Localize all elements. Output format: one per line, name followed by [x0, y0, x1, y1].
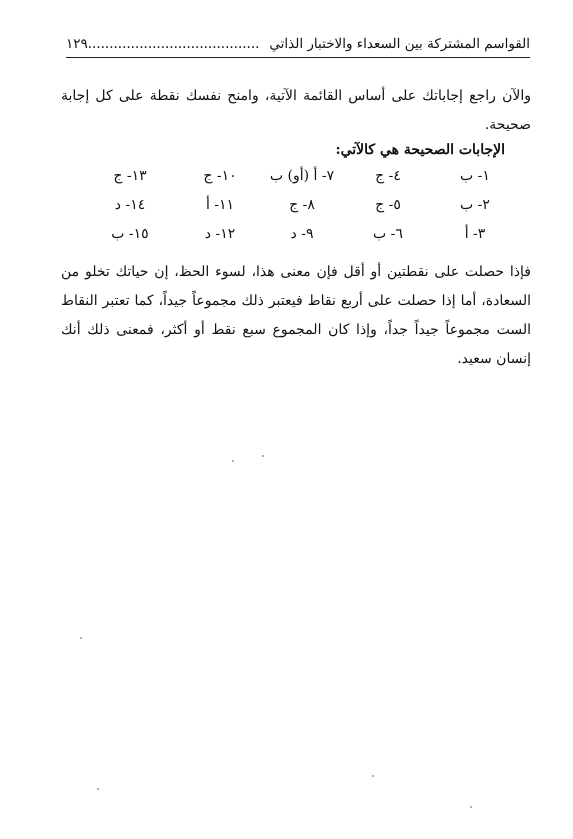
- answers-heading: الإجابات الصحيحة هي كالآتي:: [335, 142, 505, 158]
- header-dot-leader: ........................................: [87, 36, 260, 52]
- answer-item: ٧- أ (أو) ب: [269, 168, 335, 184]
- answer-item: ٩- د: [290, 226, 314, 242]
- scan-speck: [232, 460, 234, 462]
- answer-row: [100, 197, 520, 226]
- answer-item: ٢- ب: [460, 197, 490, 213]
- intro-paragraph: والآن راجع إجاباتك على أساس القائمة الآتية، وامنح نفسك نقطة على كل إجابة صحيحة.: [61, 88, 531, 133]
- scan-speck: [262, 455, 264, 457]
- answer-item: ١٥- ب: [111, 226, 149, 242]
- answer-item: ٨- ج: [289, 197, 315, 213]
- header-page-number-group: [66, 36, 259, 52]
- header-title: القواسم المشتركة بين السعداء والاختبار الذاتي: [269, 36, 530, 52]
- answer-item: ١٣- ج: [113, 168, 147, 184]
- answer-row: [100, 226, 520, 255]
- answer-item: ١- ب: [460, 168, 490, 184]
- result-paragraph: فإذا حصلت على نقطتين أو أقل فإن معنى هذا، لسوء الحظ، إن حياتك تخلو من السعادة، أما إذا حصلت على أربع نقاط فيعتبر ذلك مجموعاً جيداً، كما تعتبر النقاط الست مجموعاً جيداً جداً، وإذا كان المجموع سبع نقط أو أكثر، فمعنى ذلك أنك إنسان سعيد.: [61, 264, 531, 367]
- page-number: ١٢٩: [66, 36, 88, 52]
- answer-item: ١٤- د: [114, 197, 146, 213]
- answer-key: [100, 168, 520, 255]
- answer-row: [100, 168, 520, 197]
- scan-speck: [470, 806, 472, 808]
- scan-speck: [97, 788, 99, 790]
- scan-speck: [372, 775, 374, 777]
- answer-item: ١١- أ: [205, 197, 235, 213]
- scan-speck: [80, 637, 82, 639]
- answer-item: ٥- ج: [375, 197, 401, 213]
- answer-item: ١٢- د: [204, 226, 236, 242]
- answer-item: ١٠- ج: [203, 168, 237, 184]
- running-header: [66, 36, 530, 58]
- answer-item: ٤- ج: [375, 168, 401, 184]
- answer-item: ٣- أ: [464, 226, 486, 242]
- answer-item: ٦- ب: [373, 226, 403, 242]
